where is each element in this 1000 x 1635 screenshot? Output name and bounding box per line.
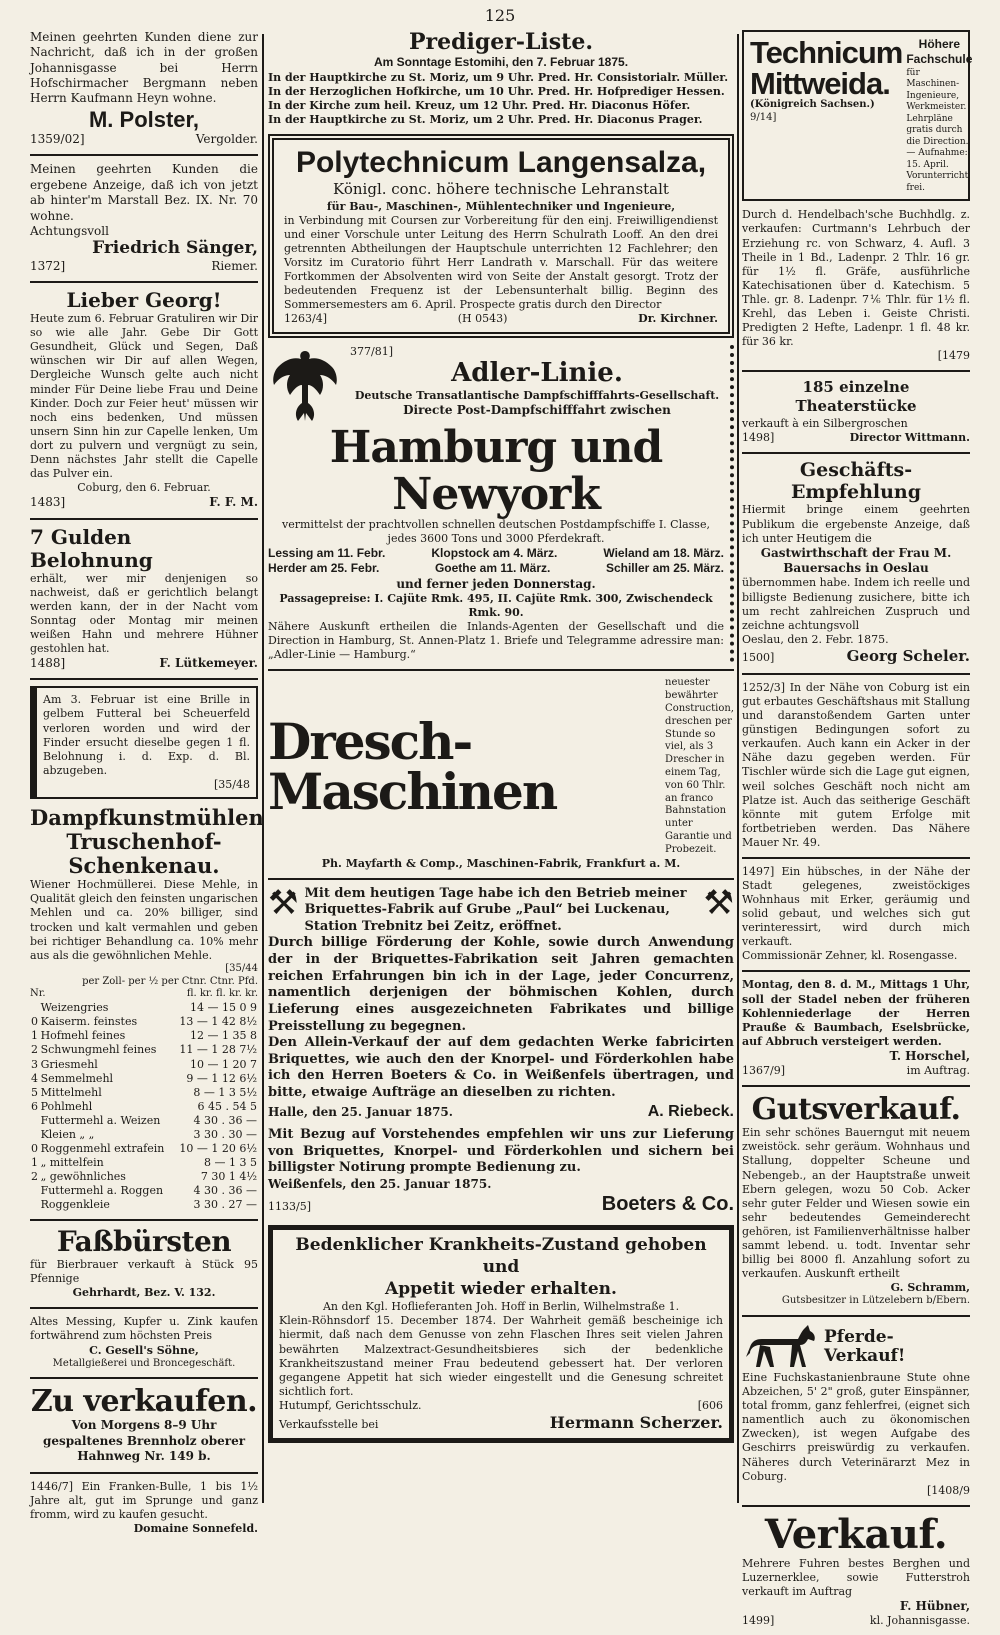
ad-head: Höhere Fachschule <box>906 37 973 67</box>
price-cell-v: 4 30 . 36 — <box>193 1184 257 1198</box>
ad-name: Commissionär Zehner, kl. Rosengasse. <box>742 949 958 963</box>
ad-place: Coburg, den 6. Februar. <box>77 481 211 495</box>
ad-name: T. Horschel, <box>889 1048 970 1063</box>
ad-prices: Passagepreise: I. Cajüte Rmk. 495, II. Cajüte Rmk. 300, Zwischendeck Rmk. 90. <box>279 591 713 620</box>
ad-footer <box>268 1192 734 1218</box>
ad-adler <box>268 345 734 662</box>
price-cell-nr <box>30 1184 40 1198</box>
ad-ref: [35/44 <box>225 962 258 974</box>
price-cell-nr <box>30 1198 40 1212</box>
ad-ref: 1133/5] <box>268 1200 311 1214</box>
ad-fass <box>30 1227 258 1300</box>
ad-role: kl. Johannisgasse. <box>869 1614 970 1628</box>
ad-footer <box>30 259 258 274</box>
sermon-list <box>268 71 734 127</box>
ad-text: Meinen geehrten Kunden die ergebene Anzeige, daß ich von jetzt ab hinter'm Marstall Bez. IX. Nr. 70 wohne. <box>30 162 258 223</box>
ad-prediger <box>268 30 734 127</box>
ad-name: C. Gesell's Söhne, <box>89 1343 199 1357</box>
ad-verkaufen <box>30 1385 258 1464</box>
price-row <box>30 1100 258 1114</box>
sermon-line: In der Herzoglichen Hofkirche, um 10 Uhr. Pred. Hr. Hofprediger Hessen. <box>268 84 725 98</box>
divider <box>268 878 734 880</box>
price-cell-v: 11 — 1 28 7½ <box>179 1043 257 1057</box>
brikett-head <box>268 882 734 936</box>
divider <box>742 370 970 372</box>
right-column <box>742 30 973 1635</box>
price-row <box>30 1170 258 1184</box>
ad-georg <box>30 289 258 510</box>
price-cell-v: 7 30 1 4½ <box>200 1170 257 1184</box>
ad-title: 185 einzelne Theaterstücke <box>795 378 917 416</box>
ad-name: G. Schramm, <box>890 1281 970 1295</box>
adler-titles <box>350 345 724 418</box>
ad-subtitle: für Bau-, Maschinen-, Mühlentechniker und Ingenieure, <box>326 199 676 213</box>
ad-name: Friedrich Sänger, <box>92 238 258 259</box>
ad-ref: 1372] <box>30 258 66 273</box>
ad-title: Dampfkunstmühlen <box>30 804 264 830</box>
ad-name: Hermann Scherzer. <box>549 1412 723 1432</box>
technicum-left <box>750 37 902 194</box>
ad-text: Meinen geehrten Kunden diene zur Nachricht, daß ich in der großen Johannisgasse bei Herrn Hofschirmacher Bergmann neben Herrn Kaufmann Heyn wohne. <box>30 30 258 106</box>
ship-schedule <box>268 561 724 576</box>
ad-title: Prediger-Liste. <box>408 29 593 55</box>
ad-subtitle: Königl. conc. höhere technische Lehranstalt <box>333 180 669 199</box>
column-rule <box>737 34 739 1503</box>
ad-ref: [606 <box>697 1398 723 1412</box>
ad-verkauf <box>742 1510 970 1629</box>
ad-signature: Boeters & Co. <box>601 1193 734 1216</box>
ad-text: verkauft à ein Silbergroschen <box>742 416 908 430</box>
price-cell-v: 12 — 1 35 8 <box>190 1029 257 1043</box>
adler-head <box>268 345 724 425</box>
price-cell-v: 10 — 1 20 7 <box>190 1057 257 1071</box>
price-cell-name: „ mittelfein <box>40 1156 104 1170</box>
price-row <box>30 1058 258 1072</box>
ad-footer <box>279 1413 723 1433</box>
ad-title: Appetit wieder erhalten. <box>385 1278 617 1299</box>
price-cell-nr: 6 <box>31 1099 38 1113</box>
ad-text: Von Morgens 8–9 Uhr gespaltenes Brennholz oberer Hahnweg Nr. 149 b. <box>42 1418 246 1464</box>
ad-polytechnicum <box>268 134 734 338</box>
price-cell-v: 3 30 . 27 — <box>193 1198 257 1212</box>
ad-geschaeftshaus <box>742 681 970 850</box>
ad-subtitle: Deutsche Transatlantische Dampfschifffahrts-Gesellschaft. <box>354 389 720 403</box>
price-cell-v: 14 — 15 0 9 <box>190 1001 257 1015</box>
ad-name: Dr. Kirchner. <box>638 312 718 326</box>
ad-text: Mit Bezug auf Vorstehendes empfehlen wir uns zur Lieferung von Briquettes, Knorpel- und Förderkohlen und sichern bei billigster Notirung prompte Bedienung zu. <box>268 1127 734 1176</box>
divider <box>742 1505 970 1507</box>
ad-title: Mittweida. <box>750 66 890 101</box>
ad-weekly: und ferner jeden Donnerstag. <box>396 576 596 591</box>
ad-ref: 1252/3] <box>742 681 785 694</box>
price-units-label: fl. kr. fl. kr. kr. <box>186 988 258 1000</box>
technicum-right <box>906 37 972 194</box>
price-cell-nr: 0 <box>31 1015 38 1029</box>
ad-signature: A. Riebeck. <box>647 1102 734 1120</box>
ship-schedule <box>268 546 724 561</box>
price-cell-name: Futtermehl a. Weizen <box>40 1113 161 1127</box>
ad-ref: 377/81] <box>350 345 393 359</box>
price-cell-name: Semmelmehl <box>40 1071 114 1085</box>
ship-entry: Goethe am 11. März. <box>434 561 551 576</box>
ad-text: Durch billige Förderung der Kohle, sowie durch Anwendung der in der Briquettes-Fabrikation seit Jahren gemachten reichen Erfahrungen bin ich in der Lage, jeder Concurrenz, namentlich derjenigen der böhmischen Kohlen, durch Lieferung eines ausgezeichneten Fabrikates und billige Preisstellung zu begegnen. <box>268 935 734 1034</box>
ad-text: Heute zum 6. Februar Gratuliren wir Dir so wie alle Jahr. Gebe Dir Gott Gesundheit, Glück und Segen, Daß wünschen wir Dir auf allen Wegen, Dergleiche Wunsch gelte auch nicht minder Für Deine liebe Frau und Deine Kinder. Doch zur Feier heut' müssen wir noch eins bedenken, Und müssen unsern Sinn hin zur Capelle lenken, Um dort zu pulvern und vergnügt zu sein, Denn nächstes Jahr stellt die Capelle das Pulver ein. <box>30 312 258 481</box>
price-cell-nr <box>30 1114 40 1128</box>
hammers-icon: ⚒ <box>703 882 734 923</box>
ad-footer <box>279 1399 723 1413</box>
ad-ref: [1408/9 <box>927 1483 970 1497</box>
ad-pferd <box>742 1323 970 1498</box>
price-cell-name: Roggenmehl extrafein <box>40 1141 165 1155</box>
ad-name: F. Lütkemeyer. <box>159 656 258 670</box>
ad-ref: [1479 <box>937 349 970 363</box>
price-row <box>30 1184 258 1198</box>
ad-title: Technicum <box>750 35 903 70</box>
ad-footer <box>30 132 258 147</box>
price-cell-name: Futtermehl a. Roggen <box>40 1184 164 1198</box>
column-rule <box>262 34 264 1503</box>
price-cell-name: Hofmehl feines <box>40 1029 126 1043</box>
ad-text: Den Allein-Verkauf der auf dem gedachten Werke fabricirten Briquettes, wie auch den der Knorpel- und Förderkohlen habe ich den Herren Boeters & Co. in Weißenfels übertragen, und bitte, etwaige Aufträge an dieselben zu richten. <box>268 1035 734 1101</box>
ship-entry: Herder am 25. Febr. <box>268 561 380 576</box>
ad-text: Mit dem heutigen Tage habe ich den Betrieb meiner Briquettes-Fabrik auf Grube „Paul“ bei Luckenau, Station Trebnitz bei Zeitz, eröffnet. <box>304 885 687 934</box>
price-row <box>30 1128 258 1142</box>
price-cell-nr: 2 <box>31 1043 38 1057</box>
ad-address: An den Kgl. Hoflieferanten Joh. Hoff in Berlin, Wilhelmstraße 1. <box>322 1300 680 1314</box>
price-row <box>30 1156 258 1170</box>
ad-role: Gutsbesitzer in Lützelebern b/Ebern. <box>781 1295 970 1307</box>
divider <box>30 1472 258 1474</box>
divider <box>30 678 258 680</box>
ad-footer <box>30 495 258 510</box>
price-cell-v: 4 30 . 36 — <box>193 1113 257 1127</box>
ad-buch <box>742 208 970 363</box>
ad-title: Verkauf. <box>764 1510 948 1558</box>
ad-footer <box>742 1064 970 1078</box>
ad-signer: Hutumpf, Gerichtsschulz. <box>279 1398 422 1412</box>
divider <box>742 970 970 972</box>
ad-ref: 1500] <box>742 650 775 664</box>
price-units <box>30 988 258 1001</box>
ad-text: für Maschinen-Ingenieure, Werkmeister. Lehrpläne gratis durch die Direction. — Aufnahme: 15. April. Vorunterricht frei. <box>906 67 969 193</box>
ad-text: erhält, wer mir denjenigen so nachweist, daß er gerichtlich belangt werden kann, der in der Nacht vom Sonntag oder Montag mir meinen weißen Hahn und mehrere Hühner gestohlen hat. <box>30 571 258 655</box>
price-table <box>30 1001 258 1212</box>
ad-closing: Achtungsvoll <box>30 223 109 238</box>
divider <box>30 518 258 520</box>
ship-entry: Lessing am 11. Febr. <box>268 545 386 560</box>
price-row <box>30 1142 258 1156</box>
ad-text: Ein sehr schönes Bauerngut mit neuem zweistöck. sehr geräum. Wohnhaus und Stallung, doppelter Scheune und Nebengeb., an der Hauptstraße unweit Ebern gelegen, wozu 50 Cob. Acker sehr guter Felder und Wiesen sowie ein sehr bedeutendes Gemeinderecht gehören, ist Familienverhältnisse halber sammt lebend. u. todt. Inventar sehr billig bei 8000 fl. Anzahlung sofort zu verkaufen. Auskunft ertheilt <box>742 1126 970 1281</box>
ad-title: Lieber Georg! <box>66 288 222 313</box>
ad-geschaeft <box>742 460 970 666</box>
ad-title: Polytechnicum Langensalza, <box>295 145 707 179</box>
sermon-line: In der Hauptkirche zu St. Moriz, um 9 Uhr. Pred. Hr. Consistorialr. Müller. <box>268 70 729 84</box>
ad-place: Oeslau, den 2. Febr. 1875. <box>742 632 889 646</box>
price-cell-nr: 3 <box>31 1057 38 1071</box>
price-cell-name: Mittelmehl <box>40 1085 102 1099</box>
ad-trade: Riemer. <box>211 258 258 273</box>
ad-text: Klein-Röhnsdorf 15. December 1874. Der Wahrheit gemäß bescheinige ich hiermit, daß nach dem Genusse von zehn Flaschen Ihres seit vielen Jahren bewährten Malzextract-Gesundheitsbieres sich der bedenkliche Krankheitszustand meiner Frau bedeutend gebessert hat. Der verloren gegangene Appetit hat sich wieder eingestellt und die Genesung schreitet sichtlich fort. <box>279 1314 723 1398</box>
ad-name: Domaine Sonnefeld. <box>133 1521 258 1535</box>
price-cell-name: Kaiserm. feinstes <box>40 1015 138 1029</box>
ad-belohnung <box>30 526 258 672</box>
ad-ref: 1498] <box>742 430 775 444</box>
ad-title: Pferde-Verkauf! <box>824 1326 906 1367</box>
ad-store: Verkaufsstelle bei <box>279 1417 379 1431</box>
price-cell-name: Weizengries <box>40 1001 109 1015</box>
price-cell-nr: 1 <box>31 1156 38 1170</box>
ad-footer <box>742 431 970 445</box>
price-cell-name: Griesmehl <box>40 1057 98 1071</box>
divider <box>30 281 258 283</box>
ad-title: Dresch-Maschinen <box>268 711 557 821</box>
ad-title: Adler-Linie. <box>451 358 623 389</box>
ad-ref: 1367/9] <box>742 1064 785 1078</box>
ad-technicum <box>742 30 973 201</box>
price-row <box>30 1043 258 1057</box>
price-row <box>30 1001 258 1015</box>
ad-name: M. Polster, <box>88 106 200 132</box>
ad-info: Nähere Auskunft ertheilen die Inlands-Agenten der Gesellschaft und die Direction in Hamburg, St. Annen-Platz 1. Briefe und Telegramme adressire man: „Adler-Linie — Hamburg.“ <box>268 620 724 662</box>
price-row <box>30 1015 258 1029</box>
left-column <box>30 30 264 1543</box>
ad-briquettes <box>268 882 734 1218</box>
ad-ref: 9/14] <box>750 111 777 123</box>
price-cell-nr <box>30 1001 40 1015</box>
ship-entry: Schiller am 25. März. <box>605 561 724 576</box>
ad-gut <box>742 1093 970 1308</box>
ad-role: im Auftrag. <box>906 1064 970 1078</box>
ad-trade: Metallgießerei und Broncegeschäft. <box>52 1357 236 1369</box>
ad-text: Wiener Hochmüllerei. Diese Mehle, in Qualität gleich den feinsten ungarischen Mehlen und ca. 20% billiger, sind trocken und kalt vermahlen und geben bei richtiger Behandlung ca. 10% mehr aus als die gewöhnlichen Mehle. <box>30 878 258 962</box>
ad-ref: 1263/4] <box>284 312 327 326</box>
ad-kingdom: (Königreich Sachsen.) <box>750 99 875 110</box>
ad-subtitle: Directe Post-Dampfschifffahrt zwischen <box>403 403 671 418</box>
price-cell-nr: 0 <box>31 1141 38 1155</box>
price-cell-name: Roggenkleie <box>40 1198 110 1212</box>
ad-messing <box>30 1315 258 1370</box>
ad-title: Faßbürsten <box>56 1225 232 1259</box>
ad-text: vermittelst der prachtvollen schnellen deutschen Postdampfschiffe I. Classe, jedes 3600 Tons und 3000 Pferdekraft. <box>282 517 710 545</box>
page-number: 125 <box>484 6 516 25</box>
ad-bulle <box>30 1480 258 1536</box>
ad-title: Truschenhof-Schenkenau. <box>66 829 222 879</box>
price-cell-v: 8 — 1 3 5½ <box>193 1085 257 1099</box>
ad-ref: 1446/7] <box>30 1479 73 1493</box>
price-cell-nr: 2 <box>31 1170 38 1184</box>
ad-firm: Ph. Mayfarth & Comp., Maschinen-Fabrik, Frankfurt a. M. <box>321 856 681 870</box>
ad-title: Geschäfts-Empfehlung <box>790 458 922 503</box>
price-cell-name: Schwungmehl feines <box>40 1043 157 1057</box>
price-cell-name: Kleien „ „ <box>40 1127 95 1141</box>
ad-text: in Verbindung mit Coursen zur Vorbereitung für den einj. Freiwilligendienst und einer Vorschule unter Leitung des Herrn Schulrath Looff. An den drei getrennten Abtheilungen der Hauptschule unterrichten 12 Fachlehrer; den Vorsitz im Curatorio führt Herr Landrath v. Marschall. Für das weitere Fortkommen der Absolventen wird von Seite der Anstalt gesorgt. Trotz der bedeutenden Frequenz ist der Lebensunterhalt billig. Beginn des Sommersemesters am 6. April. Prospecte gratis durch den Director <box>284 213 718 312</box>
ad-name: F. Hübner, <box>899 1598 970 1613</box>
ad-text: Montag, den 8. d. M., Mittags 1 Uhr, soll der Stadel neben der früheren Kohlenniederlage der Herren Prauße & Baumbach, Eselsbrücke, auf Abbruch versteigert werden. <box>742 978 970 1048</box>
divider <box>742 673 970 675</box>
price-cell-name: Pohlmehl <box>40 1099 93 1113</box>
ad-ref: 1497] <box>742 864 775 878</box>
divider <box>268 669 734 671</box>
ad-text: Am 3. Februar ist eine Brille in gelbem Futteral bei Scheuerfeld verloren worden und wird der Finder ersucht dieselbe gegen 1 fl. Belohnung i. d. Exp. d. Bl. abzugeben. <box>43 693 250 777</box>
ship-entry: Wieland am 18. März. <box>603 545 724 560</box>
price-cell-v: 6 45 . 54 5 <box>197 1099 257 1113</box>
dresch-head <box>268 677 734 856</box>
ad-bold: Gastwirthschaft der Frau M. Bauersachs in Oeslau <box>760 545 952 576</box>
ad-footer <box>742 1614 970 1628</box>
eagle-icon <box>268 345 342 425</box>
ad-ref: [35/48 <box>214 777 250 791</box>
price-row <box>30 1198 258 1212</box>
ad-text: Hiermit bringe einem geehrten Publikum die ergebenste Anzeige, daß ich unter Heutigem die <box>742 503 970 545</box>
ad-ref: 1499] <box>742 1614 775 1628</box>
ad-name: Director Wittmann. <box>849 430 970 444</box>
horse-icon <box>742 1323 820 1371</box>
divider <box>30 1219 258 1221</box>
ad-text: neuester bewährter Construction, dreschen per Stunde so viel, als 3 Drescher in einem Tag, von 60 Thlr. an franco Bahnstation unter Garantie und Probezeit. <box>665 677 734 855</box>
price-cell-v: 9 — 1 12 6½ <box>186 1071 257 1085</box>
ad-muehle <box>30 804 264 1212</box>
ship-entry: Klopstock am 4. März. <box>431 545 558 560</box>
ad-signature: F. F. M. <box>209 495 258 510</box>
price-row <box>30 1072 258 1086</box>
ad-text: Eine Fuchskastanienbraune Stute ohne Abzeichen, 5' 2" groß, guter Einspänner, total fromm, ganz fehlerfrei, (eignet sich namentlich auch zu ökonomischen Zwecken), ist wegen Aufgabe des Geschirrs preiswürdig zu verkaufen. Näheres durch Veterinärarzt Mez in Coburg. <box>742 1371 970 1483</box>
sermon-line: In der Kirche zum heil. Kreuz, um 12 Uhr. Pred. Hr. Diaconus Höfer. <box>268 98 691 112</box>
ad-text: Mehrere Fuhren bestes Berghen und Luzernerklee, sowie Futterstroh verkauft im Auftrag <box>742 1556 970 1598</box>
ad-dresch <box>268 677 734 870</box>
price-col-label: Nr. <box>30 988 46 1000</box>
pferd-head <box>742 1323 970 1371</box>
ad-text: Ein hübsches, in der Nähe der Stadt gelegenes, zweistöckiges Wohnhaus mit Erker, geräumig und solid gebaut, und welches sich gut verinteressirt, wird durch mich verkauft. <box>742 864 970 949</box>
ad-text: übernommen habe. Indem ich reelle und billigste Bedienung zusichere, bitte ich um recht zahlreichen Zuspruch und zeichne achtungsvoll <box>742 576 970 632</box>
price-row <box>30 1029 258 1043</box>
ad-ref: 1359/02] <box>30 132 85 147</box>
price-cell-v: 10 — 1 20 6½ <box>179 1141 257 1155</box>
ad-headline: Hamburg und Newyork <box>329 422 663 520</box>
price-cell-nr: 1 <box>31 1029 38 1043</box>
ad-footer <box>742 647 970 666</box>
divider <box>742 1085 970 1087</box>
price-cell-nr <box>30 1128 40 1142</box>
middle-column <box>268 30 734 1450</box>
ad-place: Weißenfels, den 25. Januar 1875. <box>268 1177 492 1192</box>
ad-title: Gutsverkauf. <box>751 1092 961 1128</box>
price-cell-nr: 4 <box>31 1071 38 1085</box>
ad-footer <box>284 312 718 326</box>
price-cell-v: 3 30 . 30 — <box>193 1127 257 1141</box>
divider <box>742 857 970 859</box>
ad-text: In der Nähe von Coburg ist ein gut erbautes Geschäftshaus mit Stallung und daranstoßendem Garten unter günstigen Bedingungen sofort zu verkaufen. Auch kann ein Acker in der Nähe dazu gegeben werden. Für Tischler würde sich die Lage gut eignen, weil solches Geschäft noch nicht am Platze ist. Auch das seitherige Geschäft könnte mit gutem Erfolge mit fortbetrieben werden. Das Nähere Mauer Nr. 49. <box>742 681 971 849</box>
ad-polster <box>30 30 258 147</box>
ad-subtitle: Am Sonntage Estomihi, den 7. Februar 1875. <box>373 55 629 70</box>
ad-wohnhaus <box>742 865 970 964</box>
divider <box>742 452 970 454</box>
ad-footer <box>30 656 258 671</box>
ad-text: Ein Franken-Bulle, 1 bis 1½ Jahre alt, gut im Sprunge und ganz fromm, wird zu kaufen gesucht. <box>30 1479 259 1521</box>
ad-theater <box>742 378 970 445</box>
ad-stadel <box>742 978 970 1078</box>
price-cell-nr: 5 <box>31 1085 38 1099</box>
ad-name: Georg Scheler. <box>846 646 970 665</box>
ad-ref: 1483] <box>30 495 66 510</box>
ad-code: (H 0543) <box>457 312 508 326</box>
ad-title: Zu verkaufen. <box>30 1384 258 1420</box>
ad-brille <box>30 686 258 799</box>
price-row <box>30 1114 258 1128</box>
ad-trade: Vergolder. <box>195 132 258 147</box>
hammers-icon: ⚒ <box>268 882 299 923</box>
price-row <box>30 1086 258 1100</box>
ad-hoff <box>268 1225 734 1443</box>
ad-saenger <box>30 162 258 274</box>
ad-title: Bedenklicher Krankheits-Zustand gehoben und <box>295 1235 707 1277</box>
price-cell-v: 8 — 1 3 5 <box>204 1156 257 1170</box>
ad-title: 7 Gulden Belohnung <box>30 524 153 572</box>
ad-name: Gehrhardt, Bez. V. 132. <box>72 1286 216 1300</box>
divider <box>30 1307 258 1309</box>
price-header: per Zoll- per ½ per Ctnr. Ctnr. Pfd. <box>82 975 258 987</box>
divider <box>30 154 258 156</box>
price-cell-name: „ gewöhnliches <box>40 1170 126 1184</box>
ad-text: Altes Messing, Kupfer u. Zink kaufen fortwährend zum höchsten Preis <box>30 1315 258 1343</box>
divider <box>742 1315 970 1317</box>
ad-text: für Bierbrauer verkauft à Stück 95 Pfennige <box>30 1258 258 1286</box>
ad-ref: 1488] <box>30 656 66 670</box>
price-cell-v: 13 — 1 42 8½ <box>179 1015 257 1029</box>
ad-place: Halle, den 25. Januar 1875. <box>268 1104 453 1119</box>
divider <box>30 1377 258 1379</box>
ad-text: Durch d. Hendelbach'sche Buchhdlg. z. verkaufen: Curtmann's Lehrbuch der Erziehung rc. von Schwarz, 4. Aufl. 3 Theile in 1 Bd., Ladenpr. 2 Thlr. 16 gr. für 1½ fl. Gräfe, ausführliche Katechisationen über d. Katechism. 5 Thle. gr. 8. Ladenpr. 7⅙ Thlr. für 1½ fl. Krehl, das Leben i. Geiste Christi. Predigten 2 Hefte, Ladenpr. 1 fl. 48 kr. für 36 kr. <box>742 208 970 349</box>
ad-footer <box>268 1102 734 1122</box>
sermon-line: In der Hauptkirche zu St. Moriz, um 2 Uhr. Pred. Hr. Diaconus Prager. <box>268 112 703 126</box>
